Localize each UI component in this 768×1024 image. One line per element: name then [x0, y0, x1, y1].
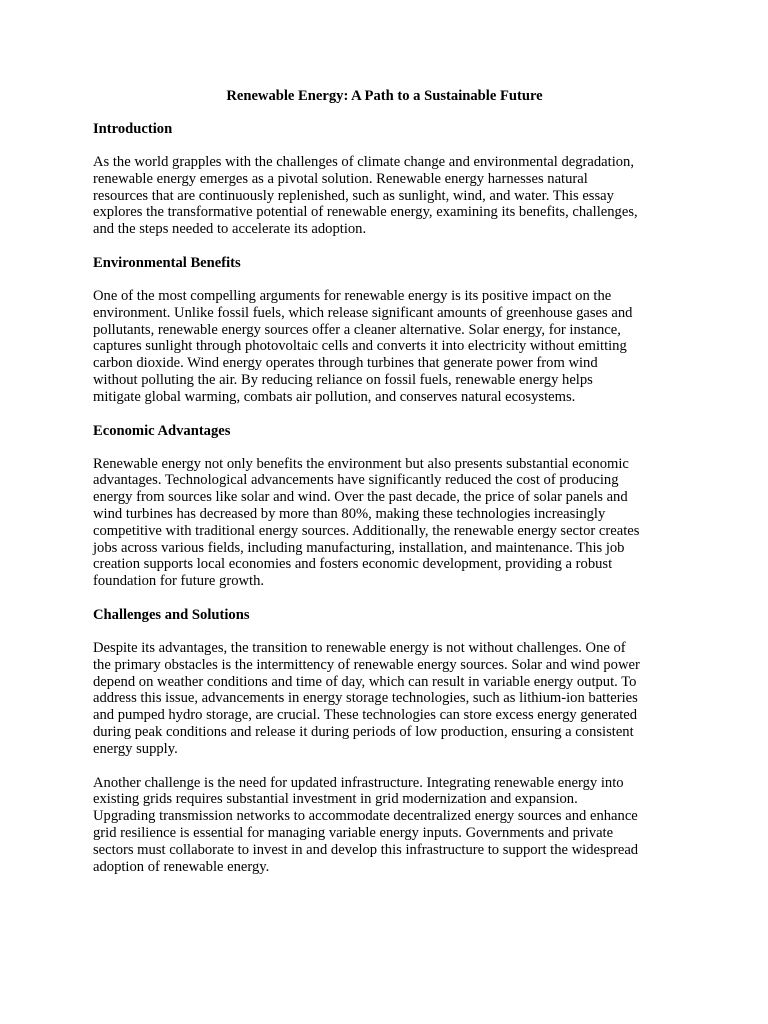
paragraph-economic-advantages: Renewable energy not only benefits the environment but also presents substantial economic advantages. Technological advancements have significantly reduced the cost of producing energy from sources like solar and wind. Over the past decade, the price of solar panels and wind turbines has decreased by more than 80%, making these technologies increasingly competitive with traditional energy sources. Additionally, the renewable energy sector creates jobs across various fields, including manufacturing, installation, and maintenance. This job creation supports local economies and fosters economic development, providing a robust foundation for future growth.: [93, 455, 640, 590]
section-introduction: [93, 121, 678, 238]
document-title: Renewable Energy: A Path to a Sustainable Future: [226, 88, 543, 104]
section-heading-challenges-and-solutions: Challenges and Solutions: [93, 606, 250, 623]
paragraph-challenges-infrastructure: Another challenge is the need for updated infrastructure. Integrating renewable energy into existing grids requires substantial investment in grid modernization and expansion. Upgrading transmission networks to accommodate decentralized energy sources and enhance grid resilience is essential for managing variable energy inputs. Governments and private sectors must collaborate to invest in and develop this infrastructure to support the widespread adoption of renewable energy.: [93, 774, 639, 875]
section-environmental-benefits: [93, 255, 678, 406]
section-heading-environmental-benefits: Environmental Benefits: [93, 254, 241, 271]
paragraph-introduction: As the world grapples with the challenges of climate change and environmental degradation, renewable energy emerges as a pivotal solution. Renewable energy harnesses natural resources that are continuously replenished, such as sunlight, wind, and water. This essay explores the transformative potential of renewable energy, examining its benefits, challenges, and the steps needed to accelerate its adoption.: [93, 154, 638, 238]
document-page: [93, 88, 678, 892]
section-challenges-and-solutions: [93, 607, 678, 875]
paragraph-challenges-storage: Despite its advantages, the transition to renewable energy is not without challenges. One of the primary obstacles is the intermittency of renewable energy sources. Solar and wind power depend on weather conditions and time of day, which can result in variable energy output. To address this issue, advancements in energy storage technologies, such as lithium-ion batteries and pumped hydro storage, are crucial. These technologies can store excess energy generated during peak conditions and release it during periods of low production, ensuring a consistent energy supply.: [93, 639, 640, 757]
section-heading-introduction: Introduction: [93, 121, 173, 137]
section-economic-advantages: [93, 423, 678, 590]
paragraph-environmental-benefits: One of the most compelling arguments for renewable energy is its positive impact on the environment. Unlike fossil fuels, which release significant amounts of greenhouse gases and pollutants, renewable energy sources offer a cleaner alternative. Solar energy, for instance, captures sunlight through photovoltaic cells and converts it into electricity without emitting carbon dioxide. Wind energy operates through turbines that generate power from wind without polluting the air. By reducing reliance on fossil fuels, renewable energy helps mitigate global warming, combats air pollution, and conserves natural ecosystems.: [93, 287, 633, 405]
section-heading-economic-advantages: Economic Advantages: [93, 422, 231, 439]
